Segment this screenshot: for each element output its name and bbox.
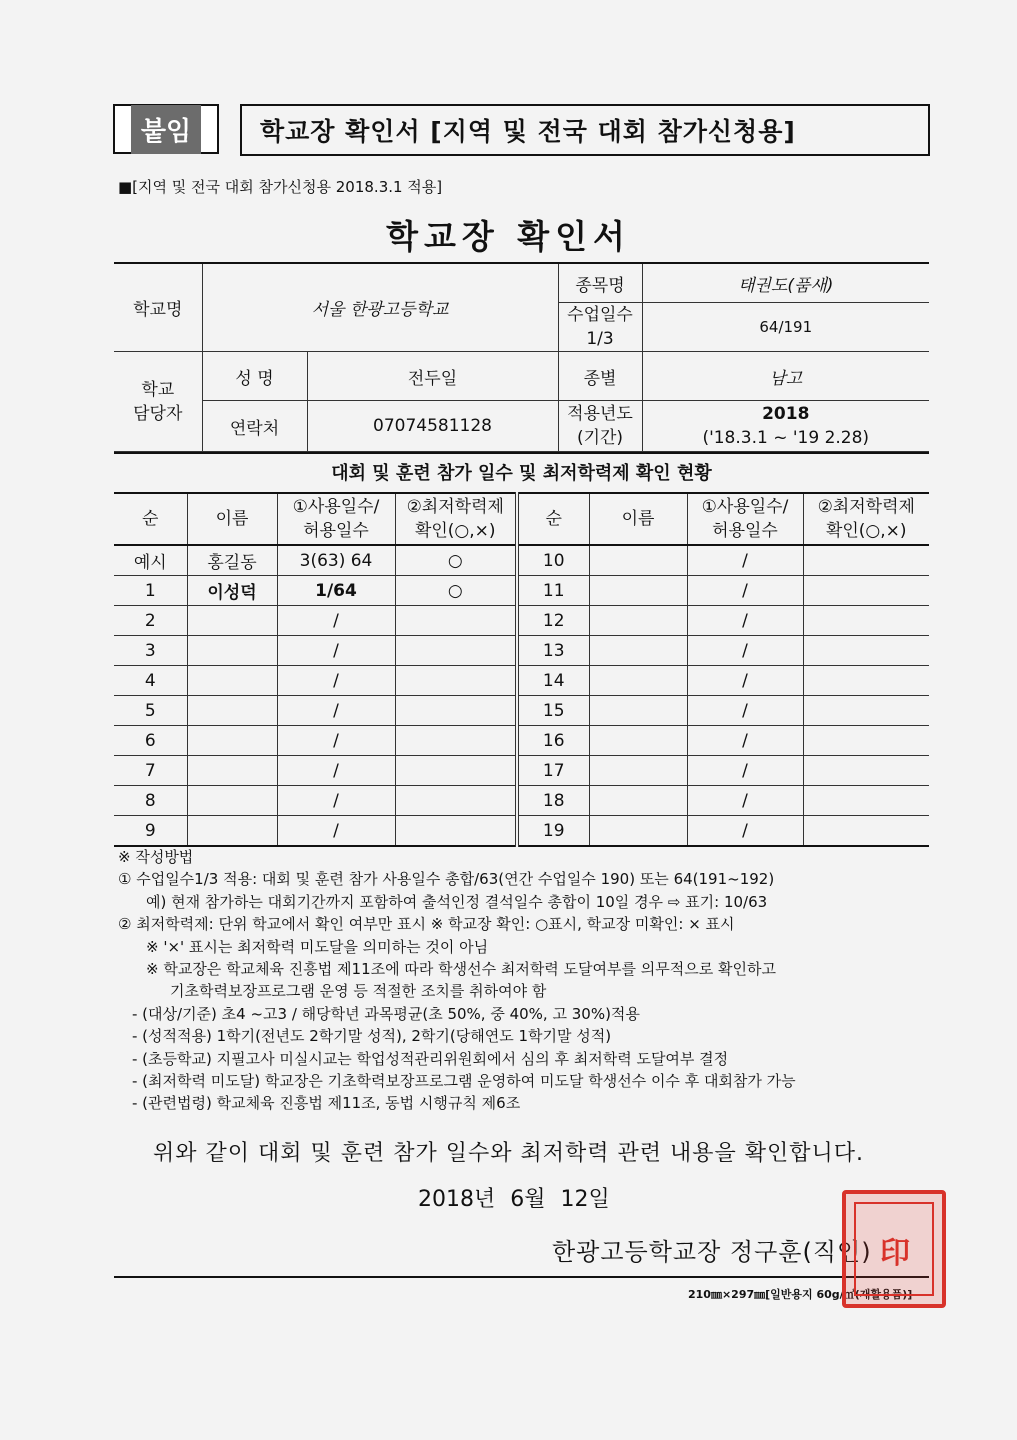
cell-no: 19	[517, 816, 589, 847]
cell-no: 4	[114, 666, 187, 696]
name-label: 성 명	[202, 352, 307, 401]
cell-no: 14	[517, 666, 589, 696]
cell-name: 홍길동	[187, 545, 277, 576]
cell-no: 15	[517, 696, 589, 726]
table-row	[114, 756, 929, 786]
cell-name	[589, 726, 687, 756]
official-seal-stamp	[842, 1190, 946, 1308]
table-row	[114, 545, 929, 576]
name-value: 전두일	[307, 352, 558, 401]
cell-name	[187, 786, 277, 816]
table-row	[114, 666, 929, 696]
year-label: 적용년도 (기간)	[558, 401, 642, 452]
table-row	[114, 786, 929, 816]
confirmation-statement: 위와 같이 대회 및 훈련 참가 일수와 최저학력 관련 내용을 확인합니다.	[153, 1141, 864, 1166]
header-days: ①사용일수/ 허용일수	[687, 493, 803, 545]
cell-min	[395, 696, 517, 726]
note-line: 예) 현재 참가하는 대회기간까지 포함하여 출석인정 결석일수 총합이 10일 경우 ⇨ 표기: 10/63	[146, 892, 768, 911]
cell-days: /	[687, 576, 803, 606]
note-line: - (초등학교) 지필고사 미실시교는 학업성적관리위원회에서 심의 후 최저학력 도달여부 결정	[132, 1049, 729, 1068]
note-line: ② 최저학력제: 단위 학교에서 확인 여부만 표시 ※ 학교장 확인: ○표시, 학교장 미확인: × 표시	[118, 915, 735, 934]
cell-no: 2	[114, 606, 187, 636]
table-row	[114, 576, 929, 606]
cell-min	[803, 816, 929, 847]
cell-days: /	[687, 606, 803, 636]
cell-no: 9	[114, 816, 187, 847]
cell-days: /	[687, 786, 803, 816]
cell-min	[803, 756, 929, 786]
table-row	[114, 816, 929, 847]
note-line: - (최저학력 미도달) 학교장은 기초학력보장프로그램 운영하여 미도달 학생선수 이수 후 대회참가 가능	[132, 1072, 796, 1091]
table-row	[114, 696, 929, 726]
cell-no: 1	[114, 576, 187, 606]
principal-signature: 한광고등학교장 정구훈(직인)	[552, 1238, 872, 1266]
cell-min	[395, 756, 517, 786]
cell-min	[803, 726, 929, 756]
cell-days: 3(63) 64	[277, 545, 395, 576]
attachment-tag	[113, 104, 219, 154]
header-days: ①사용일수/ 허용일수	[277, 493, 395, 545]
cell-days: /	[277, 606, 395, 636]
cell-name	[187, 816, 277, 847]
cell-name	[187, 636, 277, 666]
cell-min	[395, 726, 517, 756]
event-value: 태권도(품새)	[642, 263, 929, 303]
classdays-value: 64/191	[642, 303, 929, 352]
header-min: ②최저학력제 확인(○,×)	[803, 493, 929, 545]
note-line: 기초학력보장프로그램 운영 등 적절한 조치를 취하여야 함	[170, 982, 547, 1001]
cell-days: /	[687, 816, 803, 847]
cell-days: /	[687, 726, 803, 756]
cell-min	[803, 606, 929, 636]
cell-min	[395, 816, 517, 847]
cell-days: 1/64	[277, 576, 395, 606]
cell-name	[187, 696, 277, 726]
cell-min	[395, 666, 517, 696]
cell-no: 17	[517, 756, 589, 786]
cell-name: 이성덕	[187, 576, 277, 606]
cell-name	[589, 576, 687, 606]
cell-no: 6	[114, 726, 187, 756]
cell-days: /	[277, 816, 395, 847]
contact-label: 연락처	[202, 401, 307, 452]
cell-no: 7	[114, 756, 187, 786]
contact-value: 07074581128	[307, 401, 558, 452]
cell-name	[589, 666, 687, 696]
event-label: 종목명	[558, 263, 642, 303]
header-no: 순	[517, 493, 589, 545]
cell-days: /	[687, 666, 803, 696]
school-info-table	[114, 262, 929, 452]
category-value: 남고	[642, 352, 929, 401]
cell-no: 예시	[114, 545, 187, 576]
apply-note: ■[지역 및 전국 대회 참가신청용 2018.3.1 적용]	[118, 178, 443, 196]
cell-min	[803, 576, 929, 606]
cell-no: 18	[517, 786, 589, 816]
cell-name	[589, 756, 687, 786]
cell-min	[803, 666, 929, 696]
year-value: 2018 ('18.3.1 ~ '19 2.28)	[642, 401, 929, 452]
category-label: 종별	[558, 352, 642, 401]
header-name: 이름	[187, 493, 277, 545]
instructions	[118, 846, 938, 1115]
cell-name	[589, 816, 687, 847]
cell-days: /	[277, 786, 395, 816]
classdays-label: 수업일수 1/3	[558, 303, 642, 352]
cell-name	[589, 696, 687, 726]
cell-min	[395, 606, 517, 636]
cell-min: ○	[395, 576, 517, 606]
note-line: ① 수업일수1/3 적용: 대회 및 훈련 참가 사용일수 총합/63(연간 수업일수 190) 또는 64(191~192)	[118, 870, 775, 889]
cell-name	[187, 756, 277, 786]
paper-spec: 210㎜×297㎜[일반용지 60g/㎡(재활용품)]	[688, 1288, 913, 1301]
attachment-tag-label: 붙임	[131, 105, 201, 154]
section-title: 대회 및 훈련 참가 일수 및 최저학력제 확인 현황	[114, 452, 929, 494]
cell-days: /	[277, 636, 395, 666]
cell-no: 12	[517, 606, 589, 636]
cell-days: /	[687, 636, 803, 666]
cell-no: 10	[517, 545, 589, 576]
header-name: 이름	[589, 493, 687, 545]
cell-name	[589, 545, 687, 576]
note-line: - (대상/기준) 초4 ~고3 / 해당학년 과목평균(초 50%, 중 40%, 고 30%)적용	[132, 1004, 640, 1023]
table-row	[114, 636, 929, 666]
cell-days: /	[687, 545, 803, 576]
cell-no: 5	[114, 696, 187, 726]
cell-no: 11	[517, 576, 589, 606]
cell-days: /	[687, 696, 803, 726]
participation-table	[114, 492, 929, 847]
seal-glyph: 印	[880, 1236, 910, 1271]
cell-no: 13	[517, 636, 589, 666]
banner-title: 학교장 확인서 [지역 및 전국 대회 참가신청용]	[240, 104, 930, 156]
note-line: ※ '×' 표시는 최저학력 미도달을 의미하는 것이 아님	[146, 937, 489, 956]
cell-name	[589, 606, 687, 636]
cell-days: /	[687, 756, 803, 786]
cell-min	[395, 786, 517, 816]
notes-heading: ※ 작성방법	[118, 848, 194, 866]
note-line: ※ 학교장은 학교체육 진흥법 제11조에 따라 학생선수 최저학력 도달여부를 의무적으로 확인하고	[146, 960, 776, 979]
cell-name	[589, 786, 687, 816]
cell-days: /	[277, 726, 395, 756]
cell-no: 8	[114, 786, 187, 816]
header-no: 순	[114, 493, 187, 545]
document-title: 학교장 확인서	[386, 217, 631, 256]
cell-min	[803, 636, 929, 666]
cell-min	[803, 696, 929, 726]
table-row	[114, 606, 929, 636]
note-line: - (관련법령) 학교체육 진흥법 제11조, 동법 시행규칙 제6조	[132, 1094, 521, 1113]
cell-name	[589, 636, 687, 666]
note-line: - (성적적용) 1학기(전년도 2학기말 성적), 2학기(당해연도 1학기말 성적)	[132, 1027, 612, 1046]
cell-name	[187, 666, 277, 696]
school-label: 학교명	[114, 263, 202, 352]
table-row	[114, 726, 929, 756]
cell-min: ○	[395, 545, 517, 576]
header-min: ②최저학력제 확인(○,×)	[395, 493, 517, 545]
cell-days: /	[277, 696, 395, 726]
cell-days: /	[277, 666, 395, 696]
cell-name	[187, 726, 277, 756]
cell-min	[395, 636, 517, 666]
cell-days: /	[277, 756, 395, 786]
manager-label: 학교 담당자	[114, 352, 202, 452]
cell-min	[803, 545, 929, 576]
bottom-divider	[114, 1276, 929, 1278]
cell-no: 16	[517, 726, 589, 756]
cell-min	[803, 786, 929, 816]
cell-no: 3	[114, 636, 187, 666]
cell-name	[187, 606, 277, 636]
school-value: 서울 한광고등학교	[202, 263, 558, 352]
issue-date: 2018년 6월 12일	[418, 1187, 610, 1212]
